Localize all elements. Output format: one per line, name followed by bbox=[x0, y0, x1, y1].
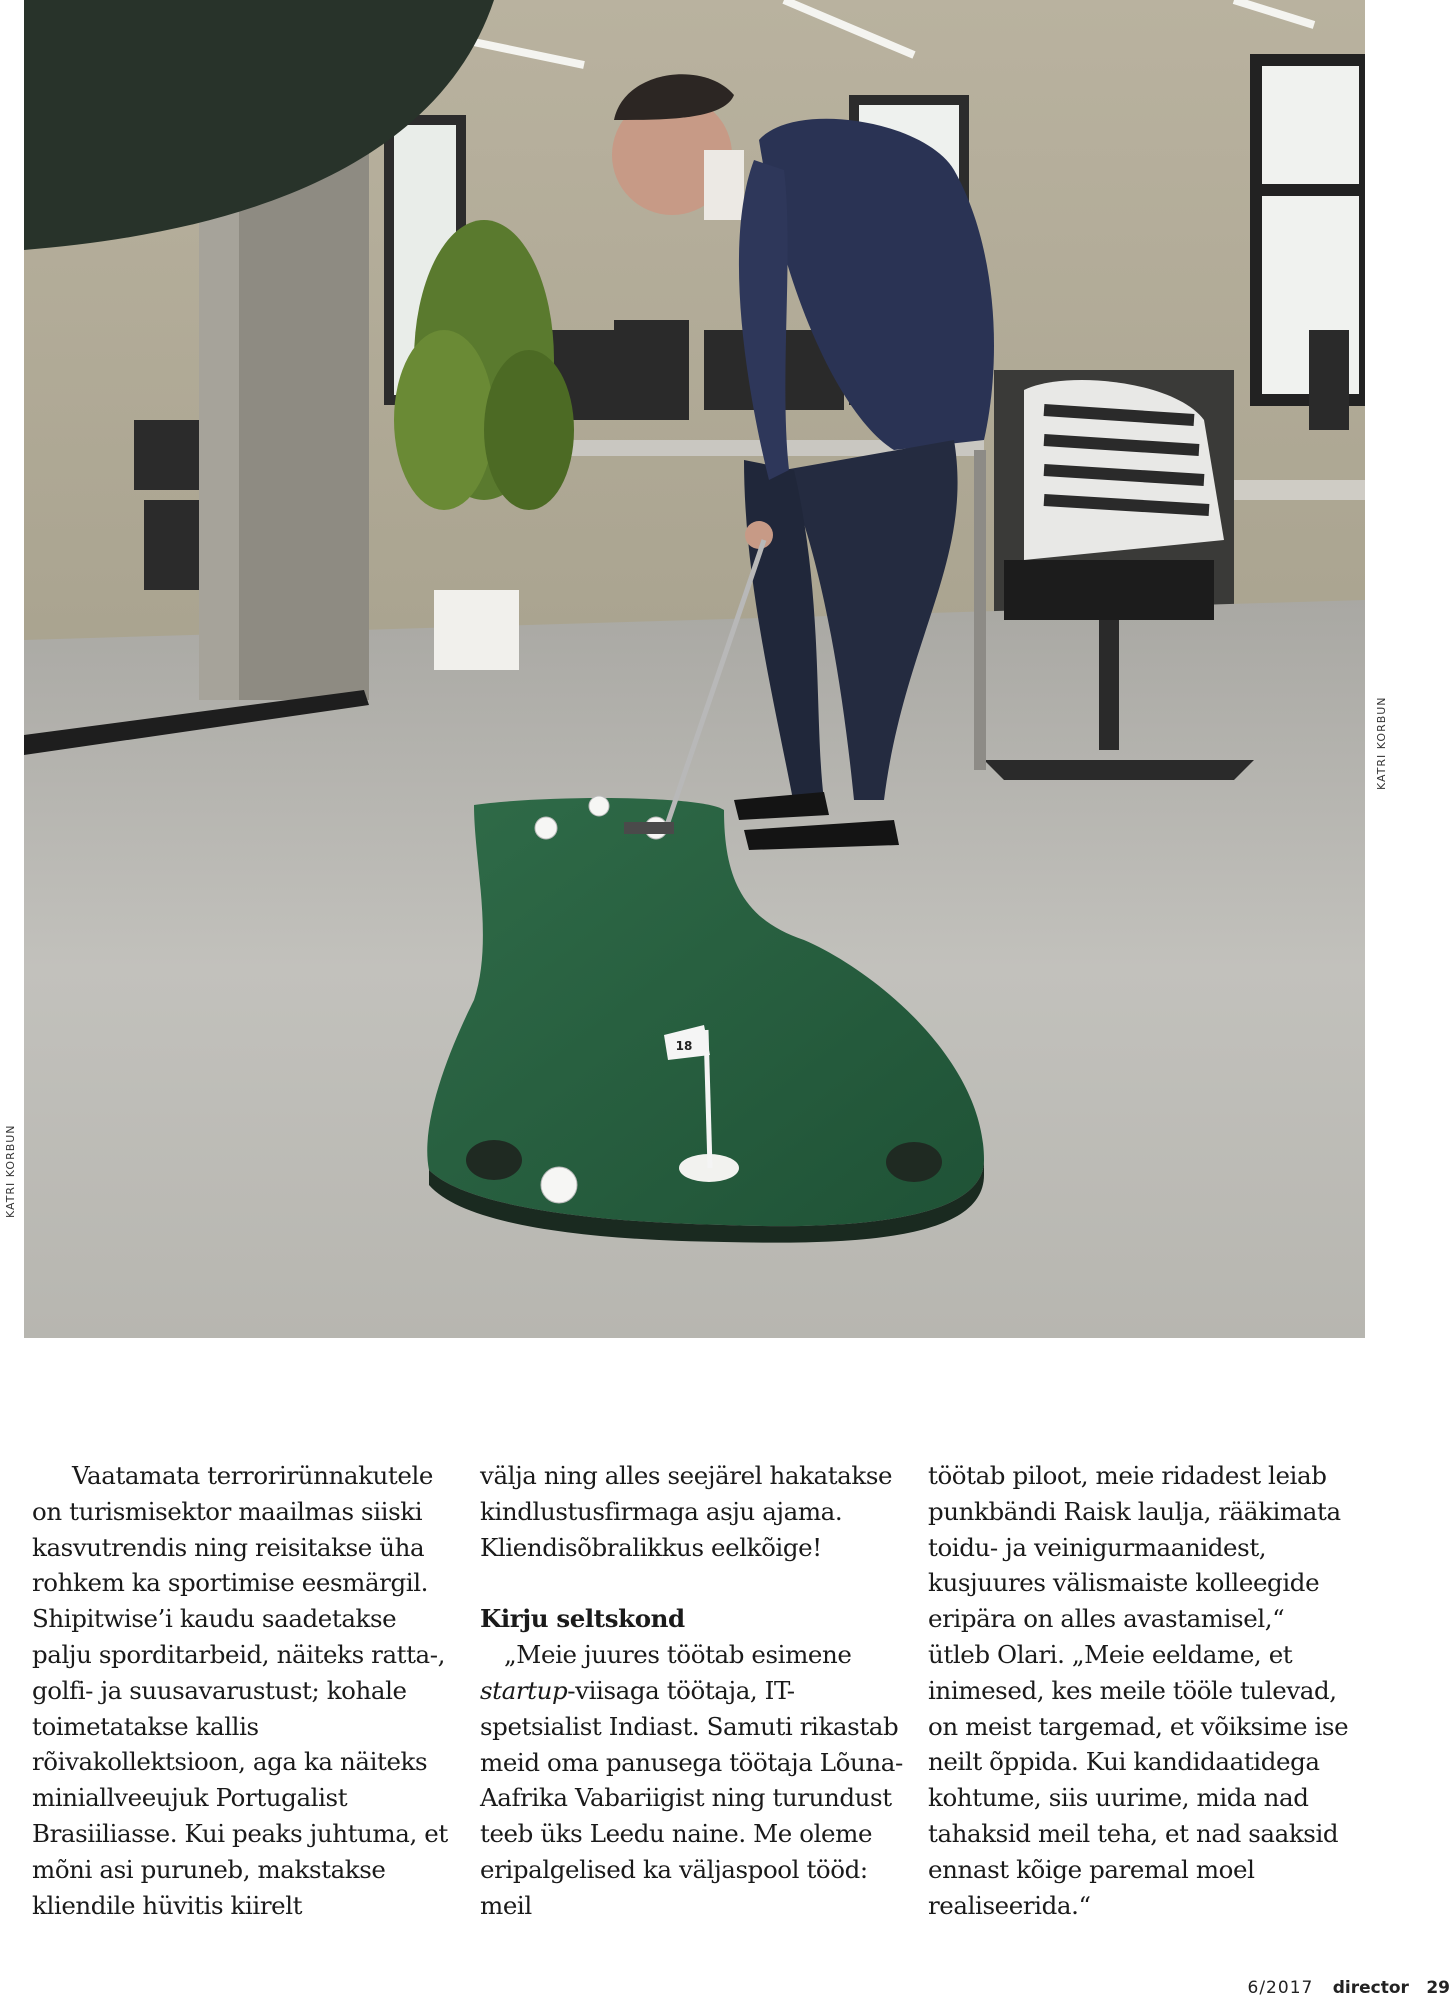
italic-term: startup bbox=[480, 1675, 568, 1705]
office-golf-illustration bbox=[24, 0, 1365, 1338]
paragraph bbox=[480, 1637, 905, 1923]
page-number: 29 bbox=[1426, 1978, 1450, 1998]
paragraph: välja ning alles seejärel hakatakse kindlustusfirmaga asju ajama. Kliendisõbralikkus eelkõige! bbox=[480, 1461, 893, 1562]
column-1 bbox=[32, 1458, 457, 1923]
text-run: -viisaga töötaja, IT-spetsialist Indiast. Samuti rikastab meid oma panusega töötaja Lõuna-Aafrika Vabariigist ning turundust teeb üks Leedu naine. Me oleme eripalgelised ka väljaspool tööd: meil bbox=[480, 1675, 903, 1920]
photo-credit-right: KATRI KORBUN bbox=[1375, 696, 1388, 790]
magazine-name: director bbox=[1332, 1978, 1409, 1998]
paragraph: töötab piloot, meie ridadest leiab punkbändi Raisk laulja, rääkimata toidu- ja veinigurmaanidest, kusjuures välismaiste kolleegide eripära on alles avastamisel,“ ütleb Olari. „Meie eeldame, et inimesed, kes meile tööle tulevad, on meist targemad, et võiksime ise neilt õppida. Kui kandidaatidega kohtume, siis uurime, mida nad tahaksid meil teha, et nad saaksid ennast kõige paremal moel realiseerida.“ bbox=[928, 1461, 1349, 1920]
text-run: „Meie juures töötab esimene bbox=[504, 1640, 852, 1670]
article-body bbox=[32, 1458, 1352, 1920]
column-2 bbox=[480, 1458, 905, 1924]
page-footer bbox=[1248, 1978, 1450, 1998]
flag-number: 18 bbox=[675, 1039, 693, 1053]
article-photo bbox=[24, 0, 1365, 1338]
subheading: Kirju seltskond bbox=[480, 1604, 685, 1634]
issue-number: 6/2017 bbox=[1247, 1978, 1314, 1998]
photo-credit-left: KATRI KORBUN bbox=[4, 1124, 17, 1218]
paragraph: Vaatamata terrorirünnakutele on turismisektor maailmas siiski kasvutrendis ning reisitakse üha rohkem ka sportimise eesmärgil. Shipitwise’i kaudu saadetakse palju sporditarbeid, näiteks ratta-, golfi- ja suusavarustust; kohale toimetatakse kallis rõivakollektsioon, aga ka näiteks miniallveeujuk Portugalist Brasiiliasse. Kui peaks juhtuma, et mõni asi puruneb, makstakse kliendile hüvitis kiirelt bbox=[32, 1461, 448, 1920]
column-3 bbox=[928, 1458, 1353, 1923]
